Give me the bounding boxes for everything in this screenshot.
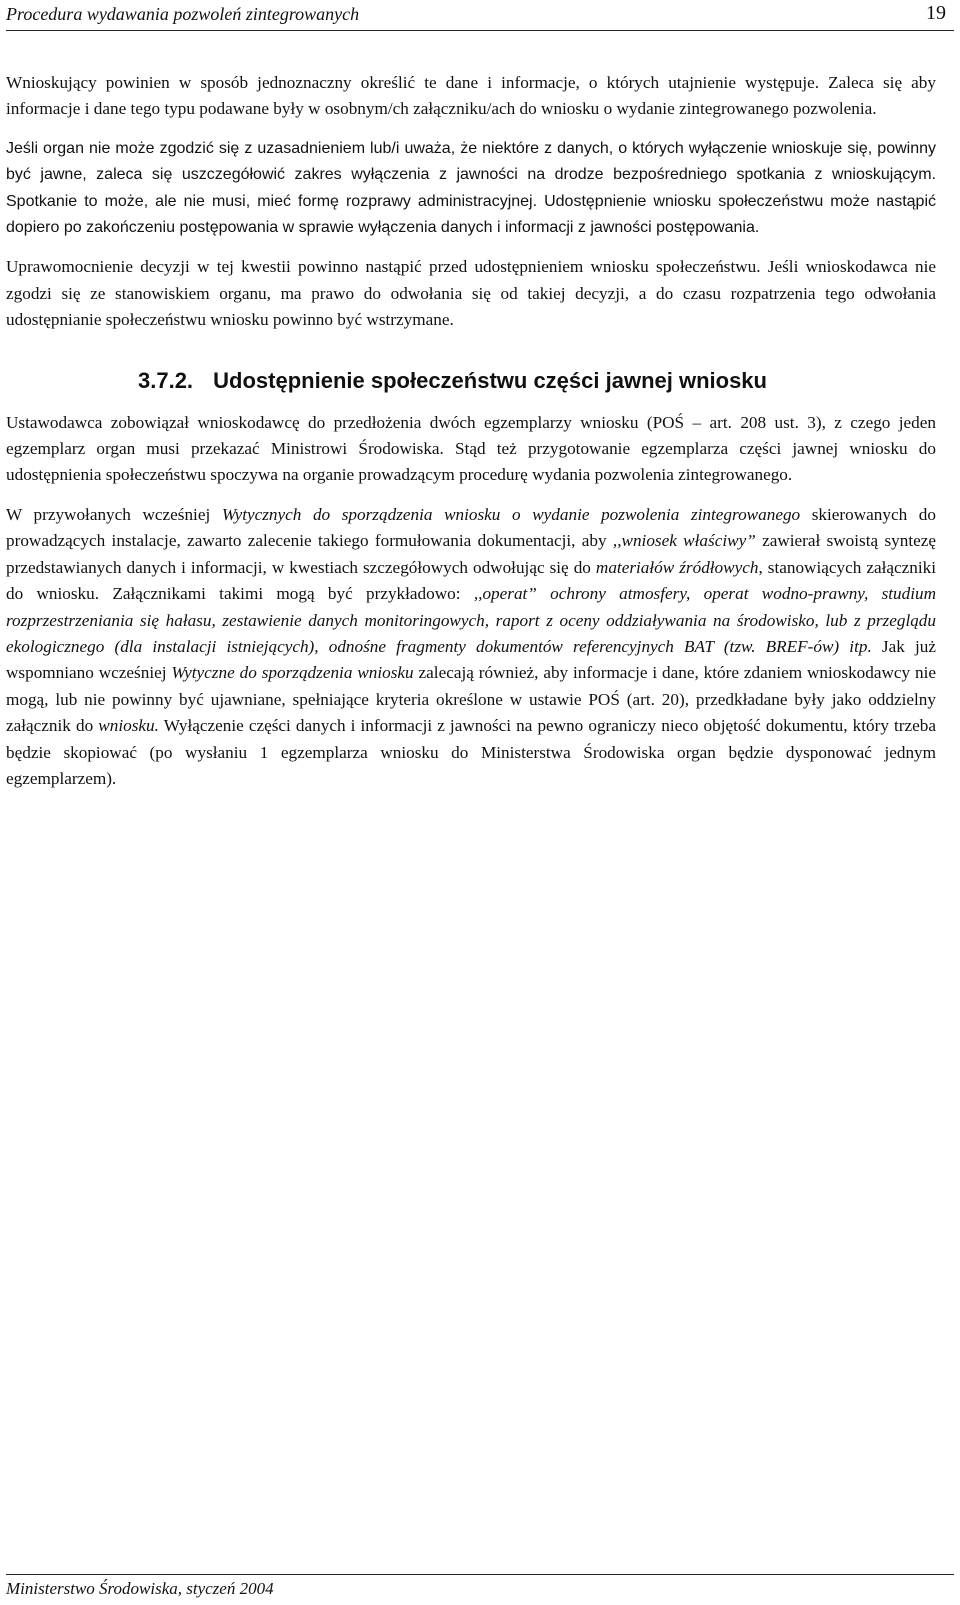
paragraph: Ustawodawca zobowiązał wnioskodawcę do przedłożenia dwóch egzemplarzy wniosku (POŚ – art. 208 ust. 3), z czego jeden egzemplarz organ musi przekazać Ministrowi Środowiska. Stąd też przygotowanie egzemplarza części jawnej wniosku do udostępnienia społeczeństwu spoczywa na organie prowadzącym procedurę wydania pozwolenia zintegrowanego. [6, 412, 936, 485]
page-footer [6, 1574, 954, 1598]
page-header [6, 2, 954, 31]
paragraph: Uprawomocnienie decyzji w tej kwestii powinno nastąpić przed udostępnieniem wniosku społeczeństwu. Jeśli wnioskodawca nie zgodzi się ze stanowiskiem organu, ma prawo do odwołania się od takiej decyzji, a do czasu rozpatrzenia tego odwołania udostępnianie społeczeństwu wniosku powinno być wstrzymane. [6, 257, 936, 330]
paragraph [6, 502, 936, 792]
italic-run: ,,wniosek właściwy” [612, 531, 756, 551]
header-title: Procedura wydawania pozwoleń zintegrowanych [6, 4, 360, 24]
footer-text: Ministerstwo Środowiska, styczeń 2004 [6, 1579, 274, 1598]
text-run: Wyłączenie części danych i informacji z jawności na pewno ograniczy nieco objętość dokumentu, który trzeba będzie skopiować (po wysłaniu 1 egzemplarza wniosku do Ministerstwa Środowiska organ będzie dysponować jednym egzemplarzem). [6, 716, 936, 788]
section-number: 3.7.2. [138, 367, 194, 393]
paragraph: Wnioskujący powinien w sposób jednoznaczny określić te dane i informacje, o których utajnienie występuje. Zaleca się aby informacje i dane tego typu podawane były w osobnym/ch załączniku/ach do wniosku o wydanie zintegrowanego pozwolenia. [6, 73, 936, 119]
italic-run: wniosku. [98, 716, 159, 736]
document-body [6, 70, 936, 805]
text-run: Jak już wspomniano wcześniej [6, 636, 936, 683]
italic-run: Wytyczne do sporządzenia wniosku [171, 663, 414, 683]
text-run: zalecają również, aby informacje i dane, które zdaniem wnioskodawcy nie mogą, lub nie powinny być ujawniane, spełniające kryteria określone w ustawie POŚ (art. 20), przedkładane były jako oddzielny załącznik do [6, 663, 937, 736]
section-title: Udostępnienie społeczeństwu części jawnej wniosku [213, 367, 767, 393]
section-heading [6, 368, 936, 394]
page-number: 19 [926, 2, 946, 24]
text-run: zawierał swoistą syntezę przedstawianych danych i informacji, w kwestiach szczegółowych odwołując się do [6, 531, 936, 577]
text-run: W przywołanych wcześniej [6, 504, 222, 524]
text-run: skierowanych do prowadzących instalacje, zawarto zalecenie takiego formułowania dokumentacji, aby [6, 504, 936, 551]
italic-run: ,,operat” ochrony atmosfery, operat wodno-prawny, studium rozprzestrzeniania się hałasu, zestawienie danych monitoringowych, raport z oceny oddziaływania na środowisko, lub z przeglądu ekologicznego (dla instalacji istniejących), odnośne fragmenty dokumentów referencyjnych BAT (tzw. BREF-ów) itp. [6, 584, 937, 656]
italic-run: materiałów źródłowych [595, 557, 759, 577]
italic-run: Wytycznych do sporządzenia wniosku o wydanie pozwolenia zintegrowanego [221, 504, 801, 524]
paragraph: Jeśli organ nie może zgodzić się z uzasadnieniem lub/i uważa, że niektóre z danych, o których wyłączenie wnioskuje się, powinny być jawne, zaleca się uszczegółowić zakres wyłączenia z jawności na drodze bezpośredniego spotkania z wnioskującym. Spotkanie to może, ale nie musi, mieć formę rozprawy administracyjnej. Udostępnienie wniosku społeczeństwu może nastąpić dopiero po zakończeniu postępowania w sprawie wyłączenia danych i informacji z jawności postępowania. [6, 139, 936, 237]
text-run: , stanowiących załączniki do wniosku. Załącznikami takimi mogą być przykładowo: [6, 557, 936, 604]
